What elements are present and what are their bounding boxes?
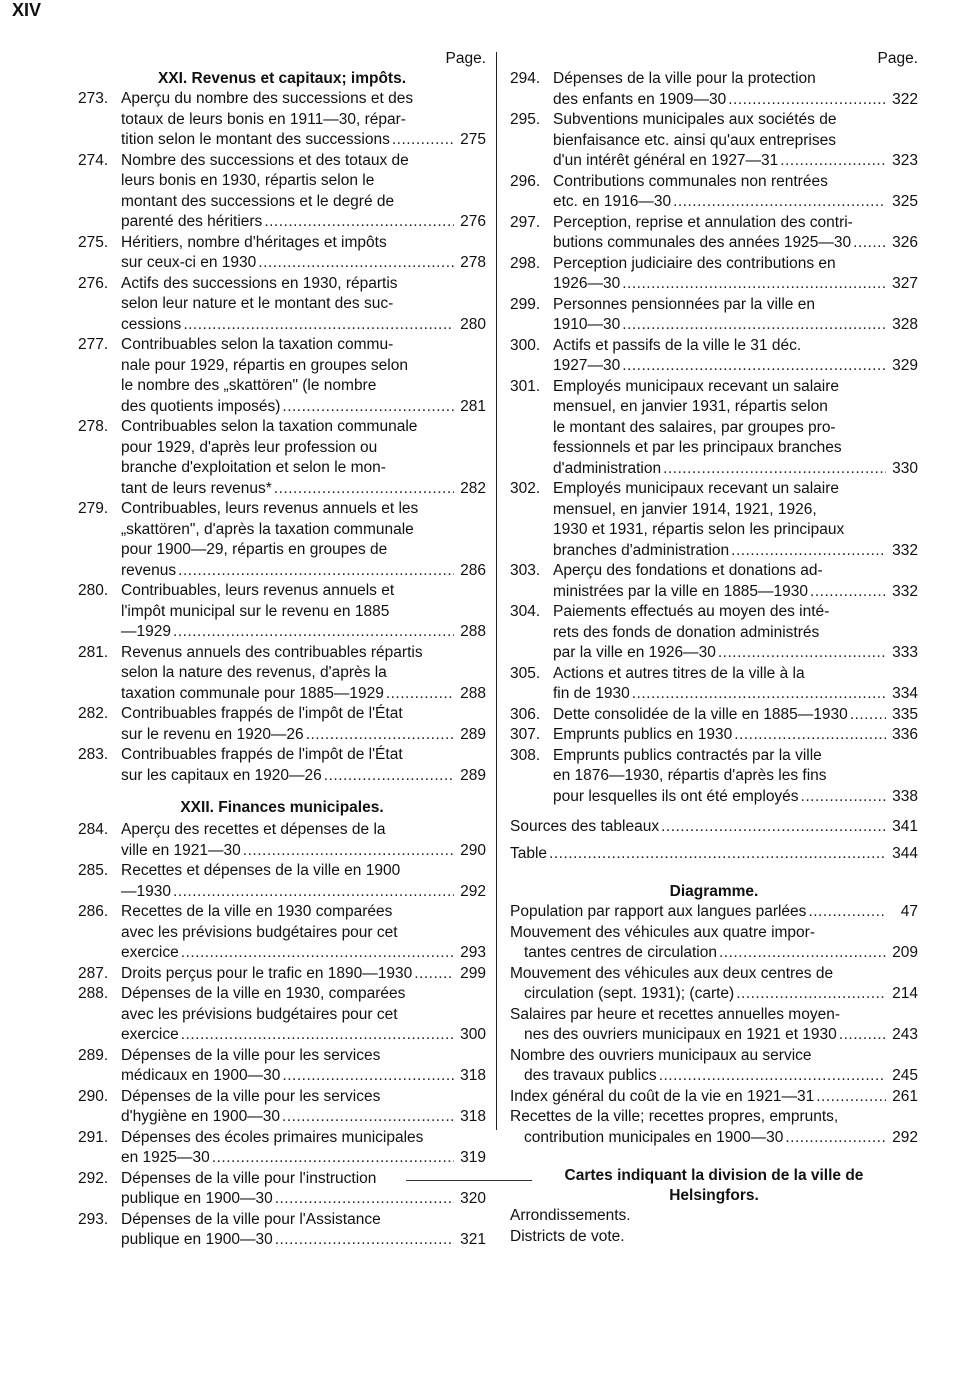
dot-leader [275, 1189, 454, 1210]
entry-page: 335 [892, 705, 918, 723]
entry-page: 318 [460, 1108, 486, 1125]
entry-text-last: des enfants en 1909—30 [553, 90, 727, 108]
entry-page: 325 [892, 193, 918, 210]
entry-page: 261 [892, 1087, 918, 1105]
entry-text-line: selon la nature des revenus, d'après la [121, 664, 387, 681]
entry-number: 291. [78, 1128, 109, 1146]
entry-text-last: tantes centres de circulation [524, 944, 717, 961]
entry-page: 326 [892, 234, 918, 251]
toc-list-xxii [78, 820, 486, 1251]
map-entry: Arrondissements. [510, 1207, 631, 1224]
toc-entry [78, 704, 486, 745]
entry-number: 288. [78, 985, 109, 1002]
dot-leader [306, 725, 454, 746]
entry-page: 319 [460, 1149, 486, 1166]
toc-entry [510, 172, 918, 213]
toc-entry [78, 499, 486, 581]
entry-page: 281 [460, 397, 486, 415]
dot-leader [673, 192, 886, 213]
entry-number: 302. [510, 480, 541, 497]
map-entry: Districts de vote. [510, 1227, 625, 1245]
toc-entry [78, 984, 486, 1046]
sources-page: 341 [892, 818, 918, 835]
entry-page: 327 [892, 275, 918, 292]
entry-number: 276. [78, 274, 109, 292]
entry-text-line: avec les prévisions budgétaires pour cet [121, 1005, 398, 1023]
entry-text-last: tition selon le montant des successions [121, 131, 390, 148]
entry-text-line: branche d'exploitation et selon le mon- [121, 459, 386, 476]
entry-number: 301. [510, 377, 541, 395]
entry-text-line: Dépenses de la ville pour les services [121, 1046, 381, 1064]
entry-number: 307. [510, 726, 541, 743]
entry-text-line: Subventions municipales aux sociétés de [553, 111, 837, 128]
toc-entry [78, 1087, 486, 1128]
entry-text-line: pour 1900—29, répartis en groupes de [121, 541, 388, 558]
diagram-entry [510, 902, 918, 923]
entry-text-line: Actifs des successions en 1930, répartis [121, 274, 398, 292]
entry-text-last: 1927—30 [553, 357, 621, 374]
entry-text-line: Perception judiciaire des contributions en [553, 254, 836, 272]
diagram-list [510, 902, 918, 1148]
entry-text-line: rets des fonds de donation administrés [553, 623, 820, 641]
entry-page: 278 [460, 254, 486, 271]
dot-leader [386, 684, 454, 705]
entry-text-last: circulation (sept. 1931); (carte) [524, 985, 735, 1002]
entry-text-line: bienfaisance etc. ainsi qu'aux entreprises [553, 131, 836, 149]
entry-page: 318 [460, 1067, 486, 1084]
diagram-entry [510, 1107, 918, 1148]
entry-text-line: Actions et autres titres de la ville à la [553, 664, 805, 682]
dot-leader [731, 541, 886, 562]
entry-page: 322 [892, 90, 918, 108]
entry-text-line: mensuel, en janvier 1914, 1921, 1926, [553, 500, 817, 518]
toc-entry [78, 581, 486, 643]
entry-number: 303. [510, 562, 541, 579]
entry-text-line: Nombre des ouvriers municipaux au service [510, 1046, 812, 1064]
entry-text-line: Contribuables, leurs revenus annuels et [121, 582, 395, 599]
dot-leader [178, 561, 454, 582]
dot-leader [839, 1025, 886, 1046]
entry-number: 296. [510, 172, 541, 190]
page-number: XIV [12, 0, 42, 20]
entry-page: 338 [892, 787, 918, 805]
entry-text-last: 1910—30 [553, 316, 621, 333]
toc-entry [78, 861, 486, 902]
toc-entry [78, 1128, 486, 1169]
entry-text-line: leurs bonis en 1930, répartis selon le [121, 172, 375, 189]
dot-leader [622, 274, 886, 295]
dot-leader [264, 212, 454, 233]
toc-entry [510, 377, 918, 480]
entry-number: 277. [78, 336, 109, 353]
table-entry [510, 844, 918, 865]
entry-page: 299 [460, 964, 486, 982]
toc-entry [510, 69, 918, 110]
entry-page: 336 [892, 726, 918, 743]
entry-text-line: Contribuables, leurs revenus annuels et les [121, 500, 419, 517]
toc-entry [78, 335, 486, 417]
entry-text-line: Héritiers, nombre d'héritages et impôts [121, 233, 387, 251]
dot-leader [785, 1128, 886, 1149]
toc-entry [510, 479, 918, 561]
entry-text-line: Contribuables selon la taxation commu- [121, 336, 394, 353]
entry-page: 288 [460, 623, 486, 640]
entry-text-line: avec les prévisions budgétaires pour cet [121, 923, 398, 941]
toc-entry [78, 233, 486, 274]
entry-page: 276 [460, 213, 486, 230]
entry-text-last: nes des ouvriers municipaux en 1921 et 1930 [524, 1026, 837, 1043]
entry-text-line: Aperçu des fondations et donations ad- [553, 562, 823, 579]
entry-text-line: Dépenses de la ville pour l'Assistance [121, 1210, 381, 1228]
entry-text-line: Mouvement des véhicules aux quatre impor- [510, 923, 815, 941]
entry-text-last: d'un intérêt général en 1927—31 [553, 152, 779, 169]
entry-text-last: Droits perçus pour le trafic en 1890—1930 [121, 964, 413, 982]
entry-text-last: exercice [121, 944, 179, 961]
entry-number: 289. [78, 1046, 109, 1064]
dot-leader [173, 622, 454, 643]
entry-page: 288 [460, 684, 486, 702]
entry-text-last: exercice [121, 1026, 179, 1043]
dot-leader [622, 356, 886, 377]
entry-number: 295. [510, 111, 541, 128]
entry-text-last: fin de 1930 [553, 685, 630, 702]
entry-text-last: taxation communale pour 1885—1929 [121, 684, 384, 702]
dot-leader [816, 1087, 886, 1108]
entry-text-last: —1929 [121, 623, 171, 640]
toc-entry [78, 274, 486, 336]
entry-text-last: Population par rapport aux langues parlées [510, 903, 807, 920]
table-page: 344 [892, 844, 918, 862]
dot-leader [801, 787, 886, 808]
dot-leader [850, 705, 886, 726]
entry-page: 321 [460, 1231, 486, 1248]
page-label: Page. [877, 50, 918, 67]
entry-text-line: Perception, reprise et annulation des contri- [553, 213, 853, 231]
entry-text-last: sur ceux-ci en 1930 [121, 254, 257, 271]
entry-page: 334 [892, 685, 918, 702]
entry-page: 286 [460, 561, 486, 579]
dot-leader [282, 397, 454, 418]
entry-text-line: Employés municipaux recevant un salaire [553, 480, 840, 497]
dot-leader [282, 1107, 454, 1128]
toc-entry [78, 902, 486, 964]
diagram-title: Diagramme. [669, 883, 759, 900]
dot-leader [719, 943, 886, 964]
entry-number: 298. [510, 254, 541, 272]
sources-label: Sources des tableaux [510, 818, 660, 835]
toc-entry [78, 89, 486, 151]
entry-number: 280. [78, 582, 109, 599]
entry-number: 300. [510, 336, 541, 354]
entry-text-line: Salaires par heure et recettes annuelles moyen- [510, 1005, 840, 1023]
dot-leader [183, 315, 454, 336]
end-rule [406, 1180, 532, 1181]
entry-number: 287. [78, 964, 109, 982]
entry-text-line: Dépenses de la ville en 1930, comparées [121, 985, 406, 1002]
entry-number: 292. [78, 1169, 109, 1187]
dot-leader [275, 1230, 454, 1251]
entry-text-line: Dépenses de la ville pour l'instruction [121, 1169, 377, 1187]
toc-entry [78, 745, 486, 786]
entry-text-last: ville en 1921—30 [121, 841, 241, 859]
entry-number: 304. [510, 603, 541, 620]
entry-text-last: tant de leurs revenus* [121, 479, 272, 497]
entry-page: 332 [892, 582, 918, 600]
entry-text-line: l'impôt municipal sur le revenu en 1885 [121, 602, 390, 620]
entry-page: 328 [892, 316, 918, 333]
section-title-xxi: XXI. Revenus et capitaux; impôts. [157, 70, 407, 87]
entry-number: 294. [510, 70, 541, 87]
entry-page: 214 [892, 985, 918, 1002]
toc-entry [78, 643, 486, 705]
toc-entry [510, 213, 918, 254]
entry-text-last: sur le revenu en 1920—26 [121, 725, 304, 743]
dot-leader [853, 233, 886, 254]
entry-text-line: totaux de leurs bonis en 1911—30, répar- [121, 110, 406, 128]
entry-number: 286. [78, 903, 109, 920]
entry-page: 243 [892, 1026, 918, 1043]
entry-page: 245 [892, 1067, 918, 1084]
entry-number: 305. [510, 664, 541, 682]
sources-entry [510, 817, 918, 838]
entry-text-line: Employés municipaux recevant un salaire [553, 377, 840, 395]
toc-entry [78, 1210, 486, 1251]
toc-entry [510, 746, 918, 808]
dot-leader [632, 684, 886, 705]
dot-leader [810, 582, 886, 603]
entry-text-last: parenté des héritiers [121, 213, 263, 230]
toc-entry [510, 110, 918, 172]
dot-leader [392, 130, 454, 151]
entry-text-last: Dette consolidée de la ville en 1885—1930 [553, 705, 848, 723]
entry-text-last: d'administration [553, 459, 662, 477]
maps-title: Cartes indiquant la division de la ville de Helsingfors. [564, 1167, 864, 1204]
entry-text-last: Index général du coût de la vie en 1921—31 [510, 1087, 815, 1105]
toc-entry [78, 964, 486, 985]
toc-entry [78, 417, 486, 499]
entry-text-line: „skattören", d'après la taxation communale [121, 520, 414, 538]
entry-text-last: etc. en 1916—30 [553, 193, 672, 210]
toc-list-xxii-cont [510, 69, 918, 807]
entry-text-last: des travaux publics [524, 1067, 657, 1084]
entry-number: 278. [78, 418, 109, 435]
dot-leader [181, 943, 454, 964]
entry-text-last: contribution municipales en 1900—30 [524, 1128, 784, 1146]
dot-leader [274, 479, 454, 500]
entry-number: 275. [78, 233, 109, 251]
entry-page: 289 [460, 766, 486, 784]
toc-entry [510, 295, 918, 336]
entry-page: 280 [460, 315, 486, 333]
entry-text-line: Actifs et passifs de la ville le 31 déc. [553, 336, 802, 354]
entry-page: 330 [892, 459, 918, 477]
entry-text-line: Emprunts publics contractés par la ville [553, 746, 822, 764]
dot-leader [622, 315, 886, 336]
toc-entry [510, 705, 918, 726]
entry-number: 290. [78, 1087, 109, 1105]
section-title-xxii: XXII. Finances municipales. [180, 799, 384, 816]
entry-text-last: Emprunts publics en 1930 [553, 726, 733, 743]
toc-list-xxi [78, 89, 486, 786]
entry-text-last: —1930 [121, 882, 171, 900]
entry-text-line: Paiements effectués au moyen des inté- [553, 603, 830, 620]
entry-text-last: 1926—30 [553, 275, 621, 292]
toc-entry [510, 336, 918, 377]
entry-page: 333 [892, 644, 918, 661]
entry-text-line: Aperçu du nombre des successions et des [121, 90, 414, 107]
dot-leader [659, 1066, 886, 1087]
dot-leader [718, 643, 886, 664]
entry-text-line: nale pour 1929, répartis en groupes selon [121, 356, 408, 374]
page-label: Page. [445, 50, 486, 67]
dot-leader [258, 253, 454, 274]
entry-number: 282. [78, 705, 109, 722]
entry-text-line: Contribuables frappés de l'impôt de l'État [121, 705, 403, 722]
diagram-entry [510, 1046, 918, 1087]
entry-text-line: le nombre des „skattören" (le nombre [121, 377, 377, 394]
entry-page: 289 [460, 725, 486, 743]
toc-entry [78, 1169, 486, 1210]
toc-entry [510, 664, 918, 705]
entry-text-last: pour lesquelles ils ont été employés [553, 787, 799, 805]
entry-page: 275 [460, 131, 486, 148]
entry-number: 306. [510, 705, 541, 723]
toc-entry [510, 561, 918, 602]
entry-page: 209 [892, 944, 918, 961]
entry-page: 332 [892, 541, 918, 559]
toc-entry [78, 151, 486, 233]
entry-number: 281. [78, 643, 109, 661]
right-column [510, 48, 918, 1247]
entry-text-line: Recettes et dépenses de la ville en 1900 [121, 862, 401, 879]
toc-entry [78, 820, 486, 861]
entry-number: 299. [510, 295, 541, 313]
entry-text-last: branches d'administration [553, 541, 730, 559]
dot-leader [780, 151, 886, 172]
entry-text-line: Dépenses des écoles primaires municipales [121, 1128, 424, 1146]
entry-number: 285. [78, 862, 109, 879]
dot-leader [181, 1025, 454, 1046]
column-divider [496, 52, 497, 1130]
entry-text-line: pour 1929, d'après leur profession ou [121, 438, 378, 456]
entry-text-line: Recettes de la ville; recettes propres, emprunts, [510, 1108, 839, 1125]
entry-page: 282 [460, 479, 486, 497]
entry-number: 274. [78, 151, 109, 169]
entry-text-line: fessionnels et par les principaux branches [553, 439, 842, 456]
toc-entry [510, 254, 918, 295]
entry-number: 293. [78, 1210, 109, 1228]
entry-text-line: Contribuables selon la taxation communale [121, 418, 418, 435]
entry-text-last: par la ville en 1926—30 [553, 644, 716, 661]
entry-text-line: Mouvement des véhicules aux deux centres de [510, 964, 834, 982]
dot-leader [663, 459, 886, 480]
left-column [78, 48, 486, 1251]
entry-page: 293 [460, 944, 486, 961]
entry-number: 308. [510, 746, 541, 764]
entry-text-line: Recettes de la ville en 1930 comparées [121, 903, 393, 920]
entry-number: 273. [78, 90, 109, 107]
entry-text-line: selon leur nature et le montant des suc- [121, 295, 394, 312]
entry-page: 300 [460, 1026, 486, 1043]
dot-leader [212, 1148, 454, 1169]
entry-text-line: le montant des salaires, par groupes pro- [553, 418, 836, 436]
entry-text-line: Dépenses de la ville pour les services [121, 1087, 381, 1105]
dot-leader [282, 1066, 454, 1087]
dot-leader [728, 90, 886, 111]
entry-text-last: butions communales des années 1925—30 [553, 234, 852, 251]
entry-text-last: d'hygiène en 1900—30 [121, 1108, 280, 1125]
diagram-entry [510, 923, 918, 964]
entry-text-line: Dépenses de la ville pour la protection [553, 70, 816, 87]
dot-leader [734, 725, 886, 746]
entry-text-last: ministrées par la ville en 1885—1930 [553, 582, 809, 600]
entry-text-line: Contributions communales non rentrées [553, 172, 828, 190]
entry-text-last: médicaux en 1900—30 [121, 1067, 281, 1084]
table-label: Table [510, 844, 548, 862]
diagram-entry [510, 1005, 918, 1046]
entry-text-line: 1930 et 1931, répartis selon les principaux [553, 521, 845, 538]
entry-text-line: Revenus annuels des contribuables répartis [121, 643, 423, 661]
diagram-entry [510, 964, 918, 1005]
entry-number: 279. [78, 500, 109, 517]
entry-number: 283. [78, 746, 109, 763]
dot-leader [173, 882, 454, 903]
dot-leader [736, 984, 886, 1005]
toc-entry [78, 1046, 486, 1087]
toc-entry [510, 725, 918, 746]
entry-page: 329 [892, 357, 918, 374]
dot-leader [243, 841, 454, 862]
entry-text-last: en 1925—30 [121, 1149, 210, 1166]
entry-text-last: sur les capitaux en 1920—26 [121, 766, 322, 784]
entry-text-line: montant des successions et le degré de [121, 192, 395, 210]
dot-leader [414, 964, 454, 985]
entry-number: 284. [78, 821, 109, 838]
entry-page: 290 [460, 841, 486, 859]
entry-text-last: des quotients imposés) [121, 397, 281, 415]
entry-page: 292 [892, 1128, 918, 1146]
entry-page: 47 [900, 903, 918, 920]
toc-entry [510, 602, 918, 664]
entry-text-line: mensuel, en janvier 1931, répartis selon [553, 398, 828, 415]
entry-number: 297. [510, 213, 541, 231]
entry-text-line: en 1876—1930, répartis d'après les fins [553, 767, 827, 784]
entry-text-last: publique en 1900—30 [121, 1190, 273, 1207]
dot-leader [808, 902, 886, 923]
entry-text-line: Personnes pensionnées par la ville en [553, 295, 815, 313]
entry-page: 320 [460, 1190, 486, 1207]
entry-text-last: cessions [121, 315, 182, 333]
entry-text-line: Nombre des successions et des totaux de [121, 151, 409, 169]
entry-page: 323 [892, 152, 918, 169]
entry-text-line: Aperçu des recettes et dépenses de la [121, 821, 386, 838]
diagram-entry [510, 1087, 918, 1108]
maps-list [510, 1206, 918, 1247]
entry-page: 292 [460, 882, 486, 900]
entry-text-last: publique en 1900—30 [121, 1231, 273, 1248]
entry-text-line: Contribuables frappés de l'impôt de l'État [121, 746, 403, 763]
dot-leader [324, 766, 454, 787]
entry-text-last: revenus [121, 561, 177, 579]
